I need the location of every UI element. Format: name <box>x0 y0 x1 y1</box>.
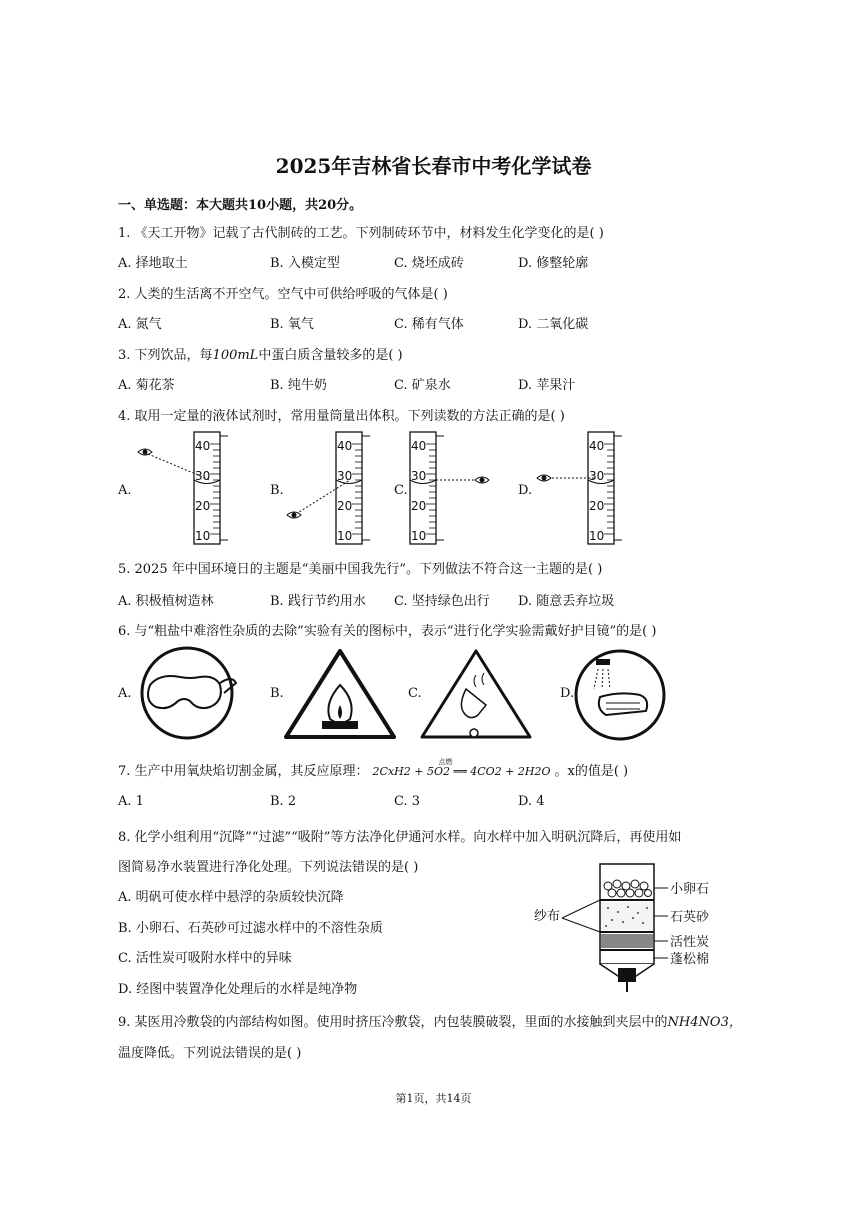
q7-option-c: C. 3 <box>394 794 421 809</box>
q8-water-purifier-figure <box>520 860 750 995</box>
question-6-stem: 6. 与“粗盐中难溶性杂质的去除”实验有关的图标中，表示“进行化学实验需戴好护目镜”的是( ) <box>118 624 657 639</box>
q1-option-b: B. 入模定型 <box>270 256 340 271</box>
q8-option-b: B. 小卵石、石英砂可过滤水样中的不溶性杂质 <box>118 921 383 936</box>
cylinder-tick-label: 40 <box>337 439 353 453</box>
q7-equation: 2CxH2 + 5O2 ══ 4CO2 + 2H2O <box>372 765 551 778</box>
label-sand: 石英砂 <box>670 910 710 925</box>
q2-option-b: B. 氧气 <box>270 317 314 332</box>
cylinder-tick-label: 40 <box>195 439 211 453</box>
goggles-icon <box>142 648 236 738</box>
question-8-stem-line2: 图简易净水装置进行净化处理。下列说法错误的是( ) <box>118 860 419 875</box>
q7-condition: 点燃 <box>438 758 453 766</box>
q1-option-a: A. 择地取土 <box>118 256 188 271</box>
q6-option-a: A. <box>118 686 132 701</box>
page-footer: 第1页，共14页 <box>395 1092 472 1105</box>
q3-option-d: D. 苹果汁 <box>518 378 576 393</box>
q7-option-d: D. 4 <box>518 794 545 809</box>
q1-option-c: C. 烧坯成砖 <box>394 256 464 271</box>
question-5-stem: 5. 2025 年中国环境日的主题是“美丽中国我先行”。下列做法不符合这一主题的是( ) <box>118 562 603 577</box>
cylinder-tick-label: 30 <box>411 469 427 483</box>
q1-option-d: D. 修整轮廓 <box>518 256 589 271</box>
cylinder-tick-label: 10 <box>411 529 427 543</box>
label-gauze: 纱布 <box>534 909 561 924</box>
q6-icons <box>0 645 867 745</box>
page-title: 2025年吉林省长春市中考化学试卷 <box>275 154 592 178</box>
flame-warning-icon <box>286 651 394 737</box>
q6-option-c: C. <box>408 686 422 701</box>
q2-option-d: D. 二氧化碳 <box>518 317 589 332</box>
q7-option-b: B. 2 <box>270 794 297 809</box>
cylinder-tick-label: 30 <box>195 469 211 483</box>
label-carbon: 活性炭 <box>670 935 710 950</box>
question-1-stem: 1. 《天工开物》记载了古代制砖的工艺。下列制砖环节中，材料发生化学变化的是( ) <box>118 226 604 241</box>
q4-option-b: B. <box>270 483 284 498</box>
q3-option-c: C. 矿泉水 <box>394 378 451 393</box>
wash-hands-icon <box>576 651 664 739</box>
cylinder-tick-label: 20 <box>589 499 605 513</box>
q4-option-d: D. <box>518 483 533 498</box>
q4-option-c: C. <box>394 483 408 498</box>
q6-option-b: B. <box>270 686 284 701</box>
q4-cylinder-figures <box>0 428 867 548</box>
question-8-stem-line1: 8. 化学小组利用“沉降”“过滤”“吸附”等方法净化伊通河水样。向水样中加入明矾沉降后，再使用如 <box>118 830 682 845</box>
label-pebbles: 小卵石 <box>670 882 710 897</box>
cylinder-tick-label: 10 <box>195 529 211 543</box>
q7-option-a: A. 1 <box>118 794 144 809</box>
cylinder-tick-label: 40 <box>411 439 427 453</box>
question-7-stem: 7. 生产中用氧炔焰切割金属，其反应原理： 2CxH2 + 5O2 ══ 4CO2 + 2H2O 点燃 。x的值是( ) <box>118 758 629 779</box>
q3-option-a: A. 菊花茶 <box>118 378 175 393</box>
section-heading: 一、单选题：本大题共10小题，共20分。 <box>118 198 363 213</box>
question-4-stem: 4. 取用一定量的液体试剂时，常用量筒量出体积。下列读数的方法正确的是( ) <box>118 409 565 424</box>
q5-option-d: D. 随意丢弃垃圾 <box>518 594 615 609</box>
q8-option-c: C. 活性炭可吸附水样中的异味 <box>118 951 292 966</box>
cylinder-tick-label: 40 <box>589 439 605 453</box>
question-9-stem-line1: 9. 某医用冷敷袋的内部结构如图。使用时挤压冷敷袋，内包装膜破裂，里面的水接触到夹层中的NH4NO3， <box>118 1015 742 1030</box>
q4-option-a: A. <box>118 483 132 498</box>
q5-option-c: C. 坚持绿色出行 <box>394 594 490 609</box>
q8-option-d: D. 经图中装置净化处理后的水样是纯净物 <box>118 982 358 997</box>
q5-option-a: A. 积极植树造林 <box>118 594 214 609</box>
cylinder-tick-label: 30 <box>337 469 353 483</box>
cylinder-tick-label: 20 <box>195 499 211 513</box>
label-cotton: 蓬松棉 <box>670 952 710 967</box>
cylinder-tick-label: 20 <box>337 499 353 513</box>
q5-option-b: B. 践行节约用水 <box>270 594 366 609</box>
cylinder-tick-label: 20 <box>411 499 427 513</box>
question-9-stem-line2: 温度降低。下列说法错误的是( ) <box>118 1046 302 1061</box>
q2-option-a: A. 氮气 <box>118 317 162 332</box>
q3-option-b: B. 纯牛奶 <box>270 378 327 393</box>
question-2-stem: 2. 人类的生活离不开空气。空气中可供给呼吸的气体是( ) <box>118 287 448 302</box>
cylinder-tick-label: 10 <box>337 529 353 543</box>
cylinder-tick-label: 10 <box>589 529 605 543</box>
q8-option-a: A. 明矾可使水样中悬浮的杂质较快沉降 <box>118 890 344 905</box>
question-3-stem: 3. 下列饮品，每100mL中蛋白质含量较多的是( ) <box>118 348 403 363</box>
cylinder-tick-label: 30 <box>589 469 605 483</box>
q2-option-c: C. 稀有气体 <box>394 317 464 332</box>
q6-option-d: D. <box>560 686 575 701</box>
test-tube-warning-icon <box>422 651 530 737</box>
